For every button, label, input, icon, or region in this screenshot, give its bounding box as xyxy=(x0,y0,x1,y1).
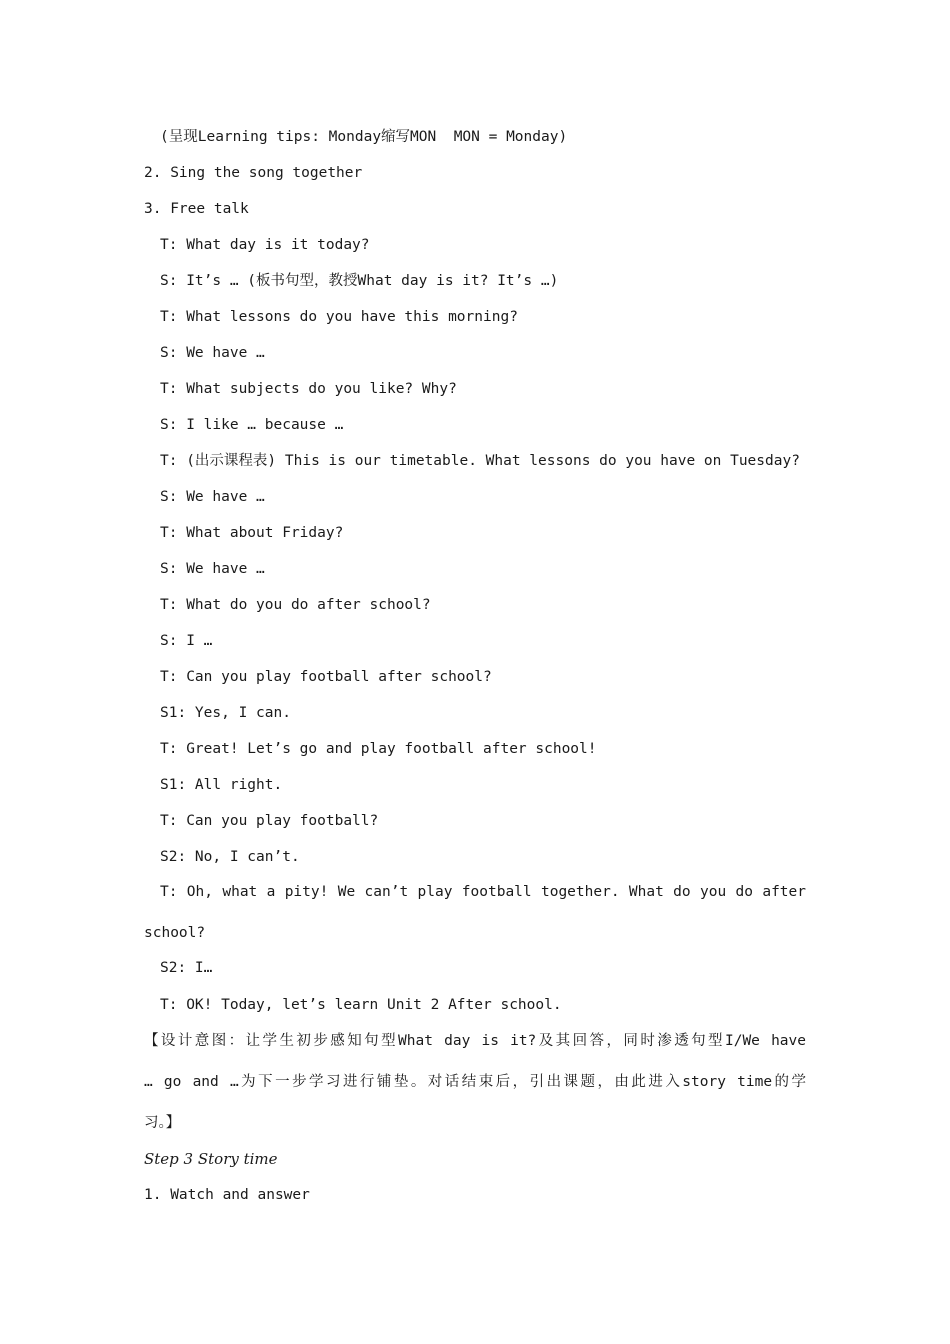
dialogue-line: S: We have … xyxy=(160,561,265,577)
dialogue-line: T: Can you play football after school? xyxy=(160,669,492,685)
design-intent-note: 【设计意图：让学生初步感知句型What day is it?及其回答，同时渗透句型I/We have xyxy=(144,1033,806,1049)
dialogue-line: S2: No, I can’t. xyxy=(160,849,300,865)
dialogue-line: T: What about Friday? xyxy=(160,525,344,541)
dialogue-line: S1: Yes, I can. xyxy=(160,705,291,721)
item-watch-answer: 1. Watch and answer xyxy=(144,1187,310,1203)
dialogue-line: S2: I… xyxy=(160,960,213,976)
item-free-talk: 3. Free talk xyxy=(144,201,249,217)
dialogue-line: T: (出示课程表) This is our timetable. What lessons do you have on Tuesday? xyxy=(160,453,800,469)
dialogue-line: T: What day is it today? xyxy=(160,237,370,253)
dialogue-line: T: What do you do after school? xyxy=(160,597,431,613)
dialogue-line: T: What subjects do you like? Why? xyxy=(160,381,457,397)
dialogue-line: S: I like … because … xyxy=(160,417,344,433)
dialogue-line: S: It’s … (板书句型，教授What day is it? It’s …) xyxy=(160,273,559,289)
dialogue-line: T: Can you play football? xyxy=(160,813,379,829)
dialogue-line: S: I … xyxy=(160,633,213,649)
dialogue-line: T: OK! Today, let’s learn Unit 2 After school. xyxy=(160,997,562,1013)
dialogue-line: T: What lessons do you have this morning? xyxy=(160,309,518,325)
design-intent-note: 习。】 xyxy=(144,1115,181,1131)
step-heading: Step 3 Story time xyxy=(144,1150,278,1168)
dialogue-line: S: We have … xyxy=(160,489,265,505)
design-intent-note: … go and …为下一步学习进行铺垫。对话结束后，引出课题，由此进入story time的学 xyxy=(144,1074,806,1090)
item-sing-song: 2. Sing the song together xyxy=(144,165,363,181)
dialogue-line: S1: All right. xyxy=(160,777,283,793)
learning-tips-line: (呈现Learning tips: Monday缩写MON MON = Monday) xyxy=(160,129,568,145)
dialogue-line-continued: school? xyxy=(144,925,206,941)
dialogue-line: T: Great! Let’s go and play football after school! xyxy=(160,741,597,757)
dialogue-line: S: We have … xyxy=(160,345,265,361)
dialogue-line-wrapped: T: Oh, what a pity! We can’t play football together. What do you do after xyxy=(160,884,806,900)
